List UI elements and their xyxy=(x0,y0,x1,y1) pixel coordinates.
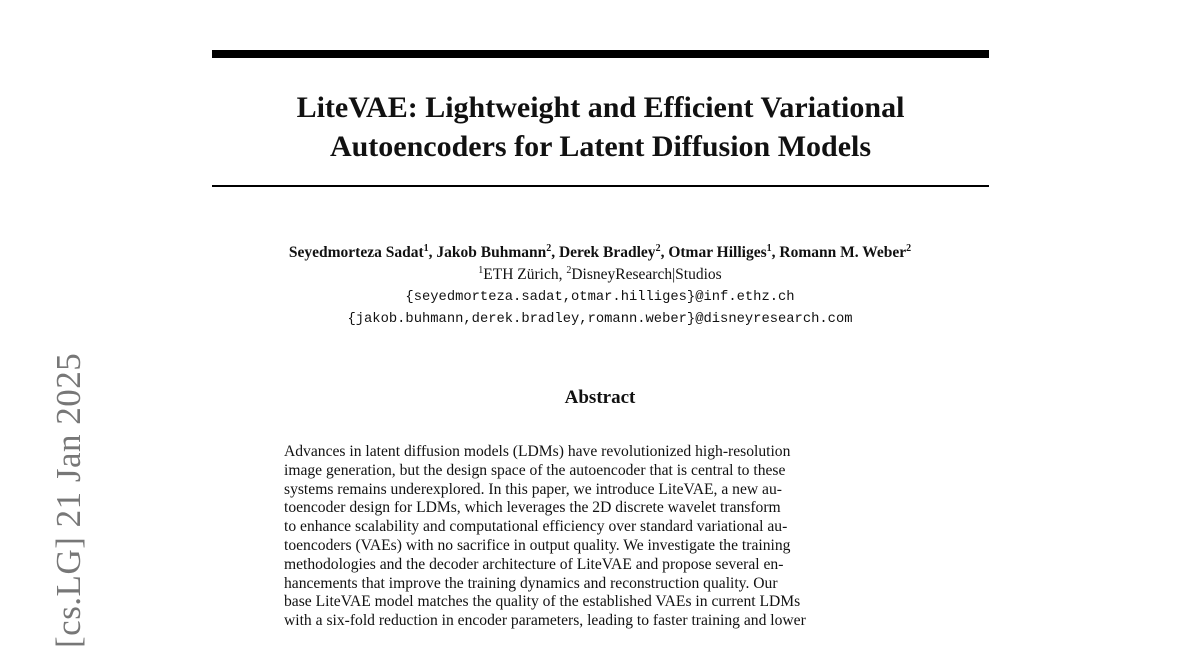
email-line: {seyedmorteza.sadat,otmar.hilliges}@inf.ethz.ch xyxy=(405,290,795,305)
abstract-line: systems remains underexplored. In this paper, we introduce LiteVAE, a new au- xyxy=(284,480,782,498)
abstract-line: methodologies and the decoder architecture of LiteVAE and propose several en- xyxy=(284,555,784,573)
title-bottom-rule xyxy=(212,185,989,187)
title-line: LiteVAE: Lightweight and Efficient Variational xyxy=(296,91,905,124)
abstract-line: image generation, but the design space of the autoencoder that is central to these xyxy=(284,461,786,479)
author-affil-marker: 2 xyxy=(655,242,661,254)
author-name: Otmar Hilliges xyxy=(668,244,767,261)
author-separator: , xyxy=(551,244,559,261)
author xyxy=(436,244,559,261)
abstract-line: hancements that improve the training dynamics and reconstruction quality. Our xyxy=(284,574,778,592)
abstract-heading: Abstract xyxy=(564,387,636,408)
author xyxy=(668,244,779,261)
author-affil-marker: 1 xyxy=(423,242,429,254)
arxiv-side-stamp: [cs.LG] 21 Jan 2025 xyxy=(49,352,88,648)
author xyxy=(559,244,668,261)
author xyxy=(289,244,437,261)
author-separator: , xyxy=(660,244,669,261)
author-name: Seyedmorteza Sadat xyxy=(288,244,424,261)
author xyxy=(779,244,911,261)
affil-separator: , xyxy=(558,266,567,283)
abstract-line: to enhance scalability and computational efficiency over standard variational au- xyxy=(284,518,788,536)
affil-name: ETH Zürich xyxy=(483,266,559,283)
abstract-line: toencoder design for LDMs, which leverages the 2D discrete wavelet transform xyxy=(284,499,781,517)
affil-marker: 1 xyxy=(478,264,484,276)
title-top-rule xyxy=(212,50,989,58)
affil-marker: 2 xyxy=(566,264,572,276)
abstract-body xyxy=(284,443,924,631)
title-line: Autoencoders for Latent Diffusion Models xyxy=(329,130,872,163)
author-separator: , xyxy=(428,244,437,261)
abstract-line: base LiteVAE model matches the quality of the established VAEs in current LDMs xyxy=(284,593,801,611)
author-affil-marker: 2 xyxy=(906,242,912,254)
author-name: Derek Bradley xyxy=(558,244,656,261)
email-line: {jakob.buhmann,derek.bradley,romann.weber}@disneyresearch.com xyxy=(347,312,853,327)
author-affil-marker: 1 xyxy=(766,242,772,254)
author-list xyxy=(150,243,1050,263)
author-affil-marker: 2 xyxy=(546,242,552,254)
affiliations xyxy=(300,265,900,285)
paper-title xyxy=(212,88,989,166)
abstract-line: with a six-fold reduction in encoder parameters, leading to faster training and lower xyxy=(284,612,806,630)
affil-name: DisneyResearch|Studios xyxy=(571,266,722,283)
abstract-line: Advances in latent diffusion models (LDMs) have revolutionized high-resolution xyxy=(284,443,791,460)
author-name: Jakob Buhmann xyxy=(436,244,547,261)
author-name: Romann M. Weber xyxy=(779,244,907,261)
author-separator: , xyxy=(771,244,780,261)
abstract-line: toencoders (VAEs) with no sacrifice in output quality. We investigate the training xyxy=(284,536,791,554)
